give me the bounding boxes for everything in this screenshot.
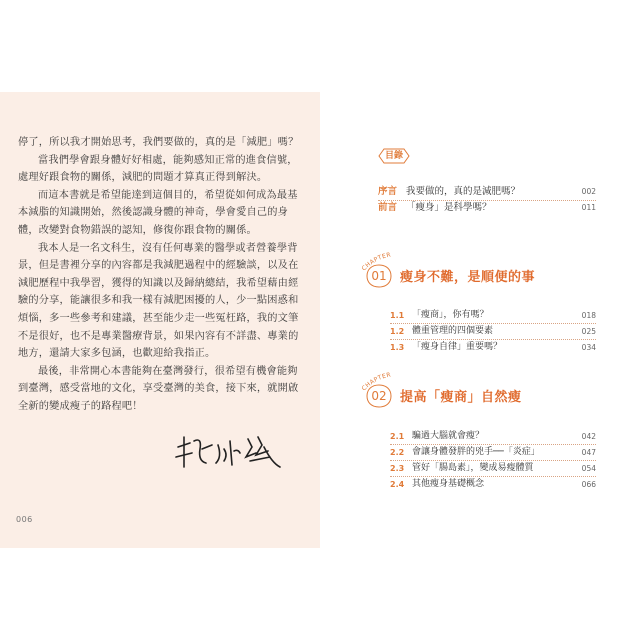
section-page: 066 <box>581 480 596 489</box>
chapter-number: 02 <box>371 389 387 403</box>
section-page: 054 <box>581 464 596 473</box>
book-spread <box>0 92 640 548</box>
section-page: 042 <box>581 432 596 441</box>
dotted-divider <box>390 339 596 340</box>
page-number: 006 <box>16 515 33 524</box>
toc-label: 目錄 <box>384 151 403 161</box>
section-title: 「瘦身自律」重要嗎？ <box>412 342 503 352</box>
preface-title: 「瘦身」是科學嗎？ <box>406 202 492 213</box>
section-page: 034 <box>581 343 596 352</box>
section-page: 018 <box>581 311 596 320</box>
chapter-word: CHAPTER <box>360 372 392 392</box>
toc-section-row[interactable] <box>390 462 596 475</box>
section-page: 047 <box>581 448 596 457</box>
preface-tag: 序言 <box>378 186 398 197</box>
right-page <box>320 92 640 548</box>
toc-section-row[interactable] <box>390 309 596 322</box>
paragraph: 最後，非常開心本書能夠在臺灣發行，很希望有機會能夠到臺灣，感受當地的文化，享受臺灣的美食，接下來，就開啟全新的變成瘦子的路程吧！ <box>18 365 299 412</box>
toc-preface-row[interactable] <box>378 201 596 215</box>
section-title: 會讓身體發胖的兇手──「炎症」 <box>412 447 540 457</box>
dotted-divider <box>390 476 596 477</box>
preface-tag: 前言 <box>378 202 398 213</box>
toc-section-row[interactable] <box>390 341 596 354</box>
section-title: 「瘦商」，你有嗎？ <box>412 310 489 320</box>
toc-badge <box>378 148 410 164</box>
section-title: 其他瘦身基礎概念 <box>412 479 485 489</box>
chapter-word: CHAPTER <box>360 252 392 272</box>
paragraph: 停了，所以我才開始思考，我們要做的，真的是「減肥」嗎？ <box>18 137 299 148</box>
toc-section-row[interactable] <box>390 430 596 443</box>
section-number: 2.1 <box>390 432 405 441</box>
chapter-number: 01 <box>371 269 387 283</box>
toc-section-row[interactable] <box>390 478 596 491</box>
preface-page: 002 <box>581 187 596 196</box>
chapter-title[interactable]: 提高「瘦商」自然瘦 <box>400 390 522 405</box>
paragraph: 當我們學會跟身體好好相處，能夠感知正常的進食信號，處理好跟食物的關係，減肥的問題才算真正得到解決。 <box>18 154 298 184</box>
section-title: 體重管理的四個要素 <box>412 326 494 336</box>
toc-section-row[interactable] <box>390 325 596 338</box>
chapter-title[interactable]: 瘦身不難，是順便的事 <box>400 270 536 285</box>
toc-section-row[interactable] <box>390 446 596 459</box>
preface-page: 011 <box>581 203 596 212</box>
dotted-divider <box>390 444 596 445</box>
preface-body <box>18 134 300 416</box>
section-number: 2.3 <box>390 464 405 473</box>
dotted-divider <box>390 460 596 461</box>
toc-preface-row[interactable] <box>378 185 596 199</box>
section-page: 025 <box>581 327 596 336</box>
author-signature <box>172 427 292 475</box>
preface-title: 我要做的，真的是減肥嗎？ <box>406 186 521 197</box>
section-number: 2.2 <box>390 448 405 457</box>
section-number: 1.3 <box>390 343 405 352</box>
paragraph: 我本人是一名文科生，沒有任何專業的醫學或者營養學背景，但是書裡分享的內容都是我減肥過程中的經驗談，以及在減肥歷程中我學習，獲得的知識以及歸納總結，我希望藉由經驗的分享，能讓很多和我一樣有減肥困擾的人，少一點困惑和煩惱，多一些參考和建議，甚至能少走一些冤枉路，我的文筆不是很好，也不是專業醫療背景，如果內容有不詳盡、專業的地方，還請大家多包涵，也歡迎給我指正。 <box>18 242 299 360</box>
dotted-divider <box>390 323 596 324</box>
section-number: 1.2 <box>390 327 405 336</box>
section-title: 管好「腸島素」，變成易瘦體質 <box>412 463 534 473</box>
paragraph: 而這本書就是希望能達到這個目的，希望從如何成為最基本減脂的知識開始，然後認識身體的神奇，學會愛自己的身體，改變對食物錯誤的認知，修復你跟食物的關係。 <box>18 189 298 236</box>
section-number: 1.1 <box>390 311 405 320</box>
left-page <box>0 92 320 548</box>
section-number: 2.4 <box>390 480 405 489</box>
section-title: 騙過大腦就會瘦？ <box>412 431 485 441</box>
